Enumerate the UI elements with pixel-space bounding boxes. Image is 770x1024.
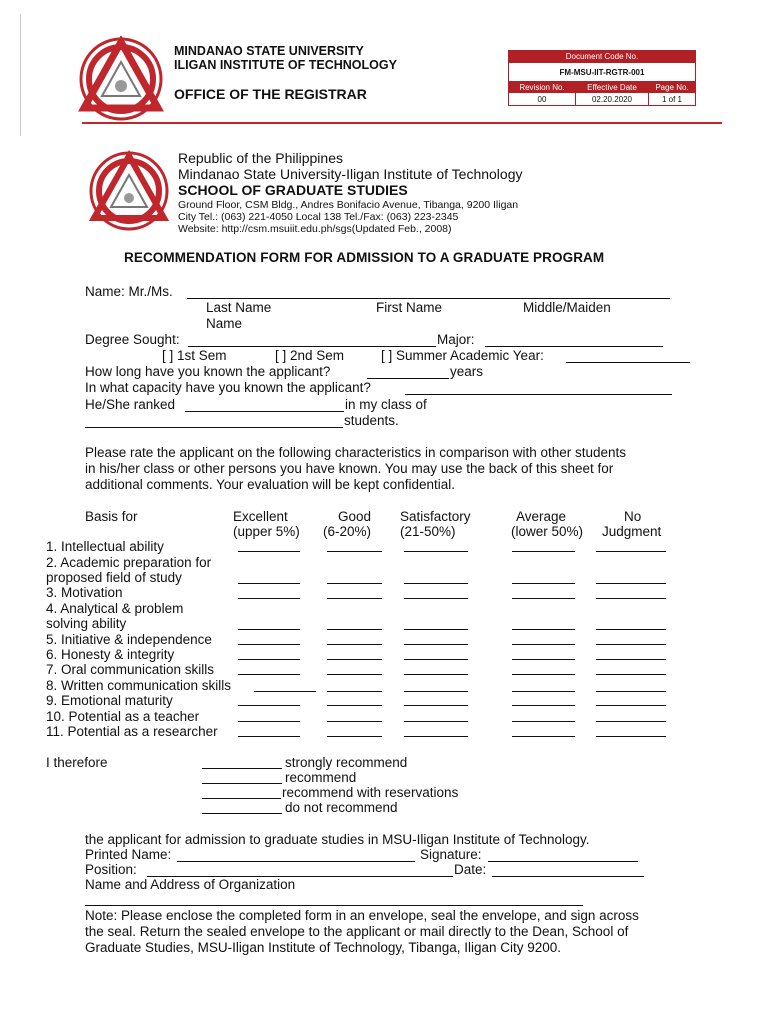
rating-blank[interactable] bbox=[404, 573, 468, 584]
name-field[interactable] bbox=[187, 284, 670, 299]
rating-blank[interactable] bbox=[596, 588, 666, 599]
rating-blank[interactable] bbox=[327, 619, 382, 630]
rating-blank[interactable] bbox=[512, 619, 575, 630]
last-name-label-cont: Name bbox=[206, 316, 243, 331]
rating-blank[interactable] bbox=[327, 541, 382, 552]
revision-label: Revision No. bbox=[509, 82, 576, 93]
academic-year-field[interactable] bbox=[566, 348, 690, 363]
rating-blank[interactable] bbox=[512, 634, 575, 645]
major-field[interactable] bbox=[485, 332, 663, 347]
header-divider bbox=[82, 122, 722, 124]
printed-name-label: Printed Name: bbox=[85, 847, 172, 862]
position-label: Position: bbox=[85, 862, 137, 877]
item-label: 4. Analytical & problem bbox=[46, 601, 184, 616]
date-label: Date: bbox=[454, 862, 487, 877]
item-label: 1. Intellectual ability bbox=[46, 539, 164, 554]
address-line3: Website: http://csm.msuiit.edu.ph/sgs(Updated Feb., 2008) bbox=[178, 223, 452, 235]
instructions-line3: additional comments. Your evaluation will be kept confidential. bbox=[85, 477, 455, 492]
letterhead-line1: Republic of the Philippines bbox=[178, 150, 343, 166]
rating-blank[interactable] bbox=[327, 649, 382, 660]
rating-blank[interactable] bbox=[238, 541, 300, 552]
rating-blank[interactable] bbox=[512, 649, 575, 660]
rating-blank[interactable] bbox=[327, 664, 382, 675]
msu-iit-seal-logo bbox=[78, 36, 164, 122]
doc-code: FM-MSU-IIT-RGTR-001 bbox=[509, 63, 696, 82]
applicant-line: the applicant for admission to graduate studies in MSU-Iligan Institute of Technology. bbox=[85, 832, 590, 847]
recommend-label: recommend bbox=[285, 770, 357, 785]
letterhead-line2: Mindanao State University-Iligan Institute of Technology bbox=[178, 166, 523, 182]
capacity-label: In what capacity have you known the applicant? bbox=[85, 380, 371, 395]
do-not-recommend-blank[interactable] bbox=[202, 801, 282, 814]
address-line2: City Tel.: (063) 221-4050 Local 138 Tel./Fax: (063) 223-2345 bbox=[178, 211, 459, 223]
basis-header: Basis for bbox=[85, 509, 138, 524]
instructions-line1: Please rate the applicant on the following characteristics in comparison with other students bbox=[85, 445, 627, 460]
rating-blank[interactable] bbox=[596, 541, 666, 552]
rank-field[interactable] bbox=[185, 397, 344, 412]
item-label: 2. Academic preparation for bbox=[46, 555, 212, 570]
in-class-label: in my class of bbox=[345, 397, 427, 412]
item-label: proposed field of study bbox=[46, 570, 182, 585]
page-value: 1 of 1 bbox=[649, 93, 696, 106]
office-name: OFFICE OF THE REGISTRAR bbox=[174, 86, 367, 102]
rating-blank[interactable] bbox=[596, 681, 666, 692]
rating-blank[interactable] bbox=[596, 726, 666, 737]
years-label: years bbox=[450, 364, 484, 379]
item-label: 8. Written communication skills bbox=[46, 678, 232, 693]
col-no: No bbox=[624, 509, 642, 524]
item-label: 11. Potential as a researcher bbox=[46, 724, 218, 739]
rating-blank[interactable] bbox=[327, 695, 382, 706]
rating-blank[interactable] bbox=[404, 664, 468, 675]
rating-blank[interactable] bbox=[596, 573, 666, 584]
rating-blank[interactable] bbox=[327, 634, 382, 645]
summer-checkbox[interactable]: [ ] Summer Academic Year: bbox=[381, 348, 544, 363]
rating-blank[interactable] bbox=[512, 681, 575, 692]
school-name: SCHOOL OF GRADUATE STUDIES bbox=[178, 182, 408, 198]
rating-blank[interactable] bbox=[512, 726, 575, 737]
org-field[interactable] bbox=[85, 893, 583, 906]
rating-blank[interactable] bbox=[238, 649, 300, 660]
rating-blank[interactable] bbox=[238, 695, 300, 706]
col-satisfactory: Satisfactory bbox=[400, 509, 471, 524]
rating-blank[interactable] bbox=[238, 664, 300, 675]
reservations-label: recommend with reservations bbox=[282, 785, 459, 800]
strongly-recommend-label: strongly recommend bbox=[285, 755, 408, 770]
note-line3: Graduate Studies, MSU-Iligan Institute of Technology, Tibanga, Iligan City 9200. bbox=[85, 940, 562, 955]
col-average-range: (lower 50%) bbox=[511, 524, 584, 539]
form-title: RECOMMENDATION FORM FOR ADMISSION TO A GRADUATE PROGRAM bbox=[124, 250, 605, 265]
printed-name-field[interactable] bbox=[177, 848, 415, 862]
rating-blank[interactable] bbox=[596, 619, 666, 630]
item-label: 9. Emotional maturity bbox=[46, 693, 173, 708]
university-name: MINDANAO STATE UNIVERSITY bbox=[174, 44, 364, 58]
item-label: 6. Honesty & integrity bbox=[46, 647, 175, 662]
col-excellent-range: (upper 5%) bbox=[233, 524, 300, 539]
rating-blank[interactable] bbox=[404, 541, 468, 552]
years-known-field[interactable] bbox=[367, 364, 449, 379]
rating-blank[interactable] bbox=[512, 573, 575, 584]
rating-blank[interactable] bbox=[404, 649, 468, 660]
reservations-blank[interactable] bbox=[202, 786, 281, 799]
col-good-range: (6-20%) bbox=[323, 524, 372, 539]
how-long-label: How long have you known the applicant? bbox=[85, 364, 331, 379]
effective-value: 02.20.2020 bbox=[576, 93, 649, 106]
date-field[interactable] bbox=[492, 863, 644, 877]
item-label: 5. Initiative & independence bbox=[46, 632, 212, 647]
signature-field[interactable] bbox=[488, 848, 638, 862]
col-excellent: Excellent bbox=[233, 509, 288, 524]
rating-blank[interactable] bbox=[404, 726, 468, 737]
doc-code-label: Document Code No. bbox=[509, 51, 696, 63]
rating-blank[interactable] bbox=[327, 588, 382, 599]
middle-name-label: Middle/Maiden bbox=[523, 300, 611, 315]
rating-blank[interactable] bbox=[327, 681, 382, 692]
first-name-label: First Name bbox=[376, 300, 443, 315]
second-sem-checkbox[interactable]: [ ] 2nd Sem bbox=[275, 348, 345, 363]
org-label: Name and Address of Organization bbox=[85, 877, 296, 892]
rating-blank[interactable] bbox=[512, 711, 575, 722]
signature-label: Signature: bbox=[420, 847, 482, 862]
item-label: solving ability bbox=[46, 616, 127, 631]
page-label: Page No. bbox=[649, 82, 696, 93]
rating-blank[interactable] bbox=[512, 588, 575, 599]
rating-blank[interactable] bbox=[404, 619, 468, 630]
revision-value: 00 bbox=[509, 93, 576, 106]
ranked-label: He/She ranked bbox=[85, 397, 176, 412]
rating-blank[interactable] bbox=[596, 634, 666, 645]
col-judgment: Judgment bbox=[602, 524, 662, 539]
recommend-blank[interactable] bbox=[202, 771, 282, 784]
item-label: 3. Motivation bbox=[46, 585, 123, 600]
first-sem-checkbox[interactable]: [ ] 1st Sem bbox=[162, 348, 227, 363]
last-name-label: Last Name bbox=[206, 300, 272, 315]
col-average: Average bbox=[516, 509, 567, 524]
address-line1: Ground Floor, CSM Bldg., Andres Bonifacio Avenue, Tibanga, 9200 Iligan bbox=[178, 199, 519, 211]
item-label: 10. Potential as a teacher bbox=[46, 709, 200, 724]
rating-blank[interactable] bbox=[404, 681, 468, 692]
rating-blank[interactable] bbox=[327, 711, 382, 722]
class-size-field[interactable] bbox=[85, 413, 343, 428]
instructions-line2: in his/her class or other persons you have known. You may use the back of this sheet for bbox=[85, 461, 614, 476]
institute-name: ILIGAN INSTITUTE OF TECHNOLOGY bbox=[174, 58, 397, 72]
rating-blank[interactable] bbox=[512, 664, 575, 675]
col-satisfactory-range: (21-50%) bbox=[400, 524, 456, 539]
do-not-recommend-label: do not recommend bbox=[285, 800, 398, 815]
rating-blank[interactable] bbox=[238, 726, 300, 737]
document-code-table bbox=[508, 50, 696, 106]
rating-blank[interactable] bbox=[404, 695, 468, 706]
note-line1: Note: Please enclose the completed form in an envelope, seal the envelope, and sign across bbox=[85, 908, 639, 923]
rating-blank[interactable] bbox=[254, 681, 316, 692]
rating-blank[interactable] bbox=[238, 619, 300, 630]
left-margin-rule bbox=[20, 14, 21, 136]
rating-blank[interactable] bbox=[512, 541, 575, 552]
note-line2: the seal. Return the sealed envelope to the applicant or mail directly to the Dean, School of bbox=[85, 924, 629, 939]
col-good: Good bbox=[338, 509, 372, 524]
name-label: Name: Mr./Ms. bbox=[85, 284, 173, 299]
rating-blank[interactable] bbox=[596, 649, 666, 660]
capacity-field[interactable] bbox=[405, 380, 672, 395]
students-label: students. bbox=[344, 413, 399, 428]
rating-blank[interactable] bbox=[327, 726, 382, 737]
major-label: Major: bbox=[437, 332, 475, 347]
sgs-seal-logo bbox=[88, 150, 170, 232]
degree-label: Degree Sought: bbox=[85, 332, 180, 347]
rating-blank[interactable] bbox=[404, 634, 468, 645]
degree-field[interactable] bbox=[188, 332, 436, 347]
therefore-label: I therefore bbox=[46, 755, 108, 770]
position-field[interactable] bbox=[147, 863, 453, 877]
item-label: 7. Oral communication skills bbox=[46, 662, 215, 677]
rating-blank[interactable] bbox=[238, 588, 300, 599]
rating-blank[interactable] bbox=[404, 711, 468, 722]
rating-blank[interactable] bbox=[238, 573, 300, 584]
rating-blank[interactable] bbox=[327, 573, 382, 584]
rating-blank[interactable] bbox=[238, 634, 300, 645]
strongly-recommend-blank[interactable] bbox=[202, 756, 282, 769]
effective-label: Effective Date bbox=[576, 82, 649, 93]
rating-blank[interactable] bbox=[596, 711, 666, 722]
rating-blank[interactable] bbox=[596, 664, 666, 675]
rating-blank[interactable] bbox=[238, 711, 300, 722]
rating-blank[interactable] bbox=[596, 695, 666, 706]
rating-blank[interactable] bbox=[512, 695, 575, 706]
rating-blank[interactable] bbox=[404, 588, 468, 599]
